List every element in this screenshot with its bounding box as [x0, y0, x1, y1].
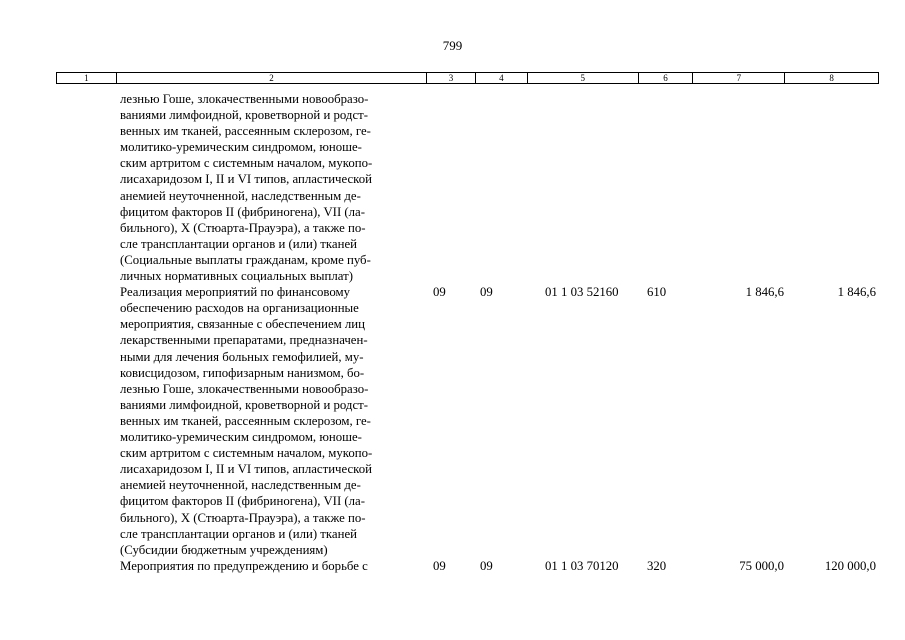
description-line: анемией неуточненной, наследственным де-	[120, 478, 361, 493]
description-line: фицитом факторов II (фибриногена), VII (ла-	[120, 494, 365, 509]
cell-col-3: 09	[433, 285, 446, 300]
description-line: ваниями лимфоидной, кроветворной и родст-	[120, 108, 368, 123]
description-line: бильного), X (Стюарта-Прауэра), а также по-	[120, 220, 366, 235]
column-header-2: 2	[116, 73, 426, 83]
description-line: лекарственными препаратами, предназначен-	[120, 333, 368, 348]
description-line: ским артритом с системным началом, мукопо-	[120, 446, 373, 461]
column-header-8: 8	[784, 73, 878, 83]
row-description	[120, 91, 425, 284]
cell-col-6: 610	[647, 285, 667, 300]
column-header-6: 6	[638, 73, 693, 83]
description-line: ваниями лимфоидной, кроветворной и родст-	[120, 397, 368, 412]
cell-col-5: 01 1 03 52160	[545, 285, 619, 300]
description-line: обеспечению расходов на организационные	[120, 301, 359, 316]
description-line: молитико-уремическим синдромом, юноше-	[120, 140, 362, 155]
description-line: фицитом факторов II (фибриногена), VII (ла-	[120, 204, 365, 219]
description-line: лезнью Гоше, злокачественными новообразо-	[120, 381, 369, 396]
description-line: Реализация мероприятий по финансовому	[120, 285, 351, 300]
cell-col-7: 75 000,0	[739, 558, 784, 573]
description-line: лисахаридозом I, II и VI типов, апластической	[120, 172, 372, 187]
page-number: 799	[442, 38, 463, 53]
table-row	[0, 91, 905, 284]
row-description	[120, 284, 425, 558]
table-row	[0, 558, 905, 574]
description-line: лезнью Гоше, злокачественными новообразо-	[120, 92, 369, 106]
description-line: (Социальные выплаты гражданам, кроме пуб-	[120, 252, 371, 267]
column-header-7: 7	[692, 73, 784, 83]
description-line: ковисцидозом, гипофизарным нанизмом, бо-	[120, 365, 365, 380]
table-row	[0, 284, 905, 558]
description-line: анемией неуточненной, наследственным де-	[120, 188, 361, 203]
description-line: (Субсидии бюджетным учреждениям)	[120, 542, 328, 557]
description-line: ским артритом с системным началом, мукопо-	[120, 156, 373, 171]
cell-col-4: 09	[480, 558, 493, 573]
column-header-1: 1	[84, 73, 89, 83]
cell-col-6: 320	[647, 558, 667, 573]
description-line: молитико-уремическим синдромом, юноше-	[120, 430, 362, 445]
column-header-3: 3	[426, 73, 475, 83]
description-line: сле трансплантации органов и (или) тканей	[120, 526, 357, 541]
table-header-row	[56, 72, 879, 84]
description-line: Мероприятия по предупреждению и борьбе с	[120, 558, 368, 573]
description-line: ными для лечения больных гемофилией, му-	[120, 349, 364, 364]
description-line: венных им тканей, рассеянным склерозом, ге-	[120, 124, 371, 139]
column-header-5: 5	[527, 73, 638, 83]
cell-col-7: 1 846,6	[745, 285, 784, 300]
column-header-4: 4	[475, 73, 527, 83]
cell-col-8: 1 846,6	[837, 285, 876, 300]
cell-col-8: 120 000,0	[824, 558, 876, 573]
description-line: венных им тканей, рассеянным склерозом, ге-	[120, 413, 371, 428]
description-line: личных нормативных социальных выплат)	[120, 269, 353, 284]
description-line: мероприятия, связанные с обеспечением лиц	[120, 317, 366, 332]
cell-col-5: 01 1 03 70120	[545, 558, 619, 573]
description-line: сле трансплантации органов и (или) тканей	[120, 236, 357, 251]
description-line: лисахаридозом I, II и VI типов, апластической	[120, 462, 372, 477]
row-description	[120, 558, 425, 574]
description-line: бильного), X (Стюарта-Прауэра), а также по-	[120, 510, 366, 525]
cell-col-4: 09	[480, 285, 493, 300]
cell-col-3: 09	[433, 558, 446, 573]
